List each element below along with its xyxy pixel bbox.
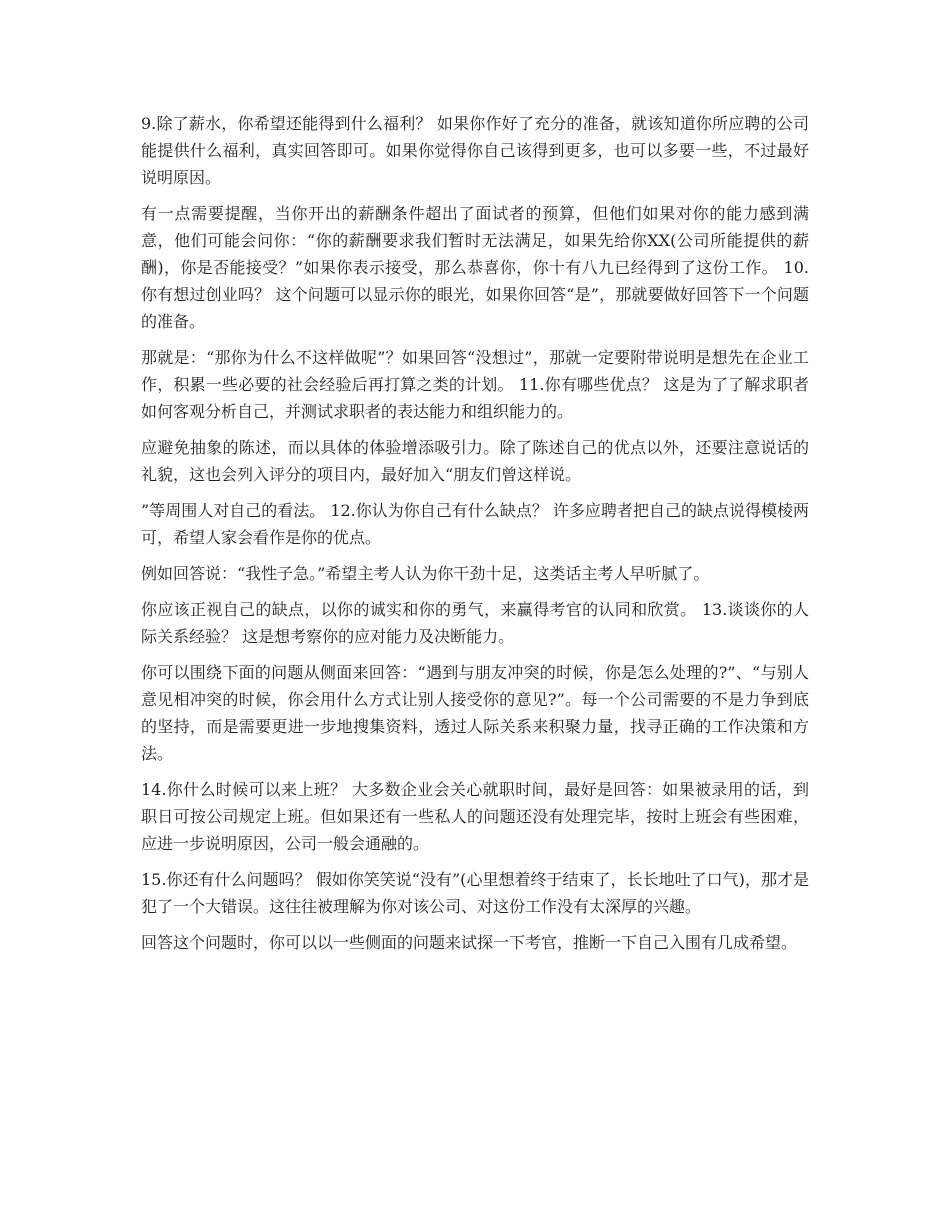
paragraph-relationships-question: 你应该正视自己的缺点，以你的诚实和你的勇气，来赢得考官的认同和欣赏。 13.谈谈你的人际关系经验？ 这是想考察你的应对能力及决断能力。 bbox=[141, 600, 809, 646]
paragraph-start-date-question: 14.你什么时候可以来上班？ 大多数企业会关心就职时间，最好是回答：如果被录用的话，到职日可按公司规定上班。但如果还有一些私人的问题还没有处理完毕，按时上班会有些困难，应进一步说明原因，公司一般会通融的。 bbox=[141, 780, 809, 853]
paragraph-salary-reminder: 有一点需要提醒，当你开出的薪酬条件超出了面试者的预算，但他们如果对你的能力感到满意，他们可能会问你：“你的薪酬要求我们暂时无法满足，如果先给你XX(公司所能提供的薪酬)，你是否能接受？”如果你表示接受，那么恭喜你，你十有八九已经得到了这份工作。 10.你有想过创业吗？ 这个问题可以显示你的眼光，如果你回答“是”，那就要做好回答下一个问题的准备。 bbox=[141, 204, 809, 331]
paragraph-weakness-example: 例如回答说：“我性子急。”希望主考人认为你干劲十足，这类话主考人早听腻了。 bbox=[141, 564, 710, 583]
paragraph-relationships-answer: 你可以围绕下面的问题从侧面来回答：“遇到与朋友冲突的时候，你是怎么处理的?”、“与别人意见相冲突的时候，你会用什么方式让别人接受你的意见?”。每一个公司需要的不是力争到底的坚持，而是需要更进一步地搜集资料，透过人际关系来积聚力量，找寻正确的工作决策和方法。 bbox=[141, 663, 809, 763]
paragraph-closing-advice: 回答这个问题时，你可以以一些侧面的问题来试探一下考官，推断一下自己入围有几成希望。 bbox=[141, 933, 798, 952]
paragraph-weaknesses-question: ”等周围人对自己的看法。 12.你认为你自己有什么缺点？ 许多应聘者把自己的缺点说得模棱两可，希望人家会看作是你的优点。 bbox=[141, 501, 809, 547]
paragraph-benefits-question: 9.除了薪水，你希望还能得到什么福利？ 如果你作好了充分的准备，就该知道你所应聘的公司能提供什么福利，真实回答即可。如果你觉得你自己该得到更多，也可以多要一些，不过最好说明原因。 bbox=[141, 114, 809, 187]
paragraph-startup-followup: 那就是：“那你为什么不这样做呢”？如果回答“没想过”，那就一定要附带说明是想先在企业工作，积累一些必要的社会经验后再打算之类的计划。 11.你有哪些优点？ 这是为了了解求职者如何客观分析自己，并测试求职者的表达能力和组织能力的。 bbox=[141, 348, 809, 421]
paragraph-strengths-advice: 应避免抽象的陈述，而以具体的体验增添吸引力。除了陈述自己的优点以外，还要注意说话的礼貌，这也会列入评分的项目内，最好加入“朋友们曾这样说。 bbox=[141, 438, 809, 484]
paragraph-any-questions: 15.你还有什么问题吗？ 假如你笑笑说“没有”(心里想着终于结束了，长长地吐了口气)，那才是犯了一个大错误。这往往被理解为你对该公司、对这份工作没有太深厚的兴趣。 bbox=[141, 870, 809, 916]
document-body bbox=[141, 110, 809, 965]
